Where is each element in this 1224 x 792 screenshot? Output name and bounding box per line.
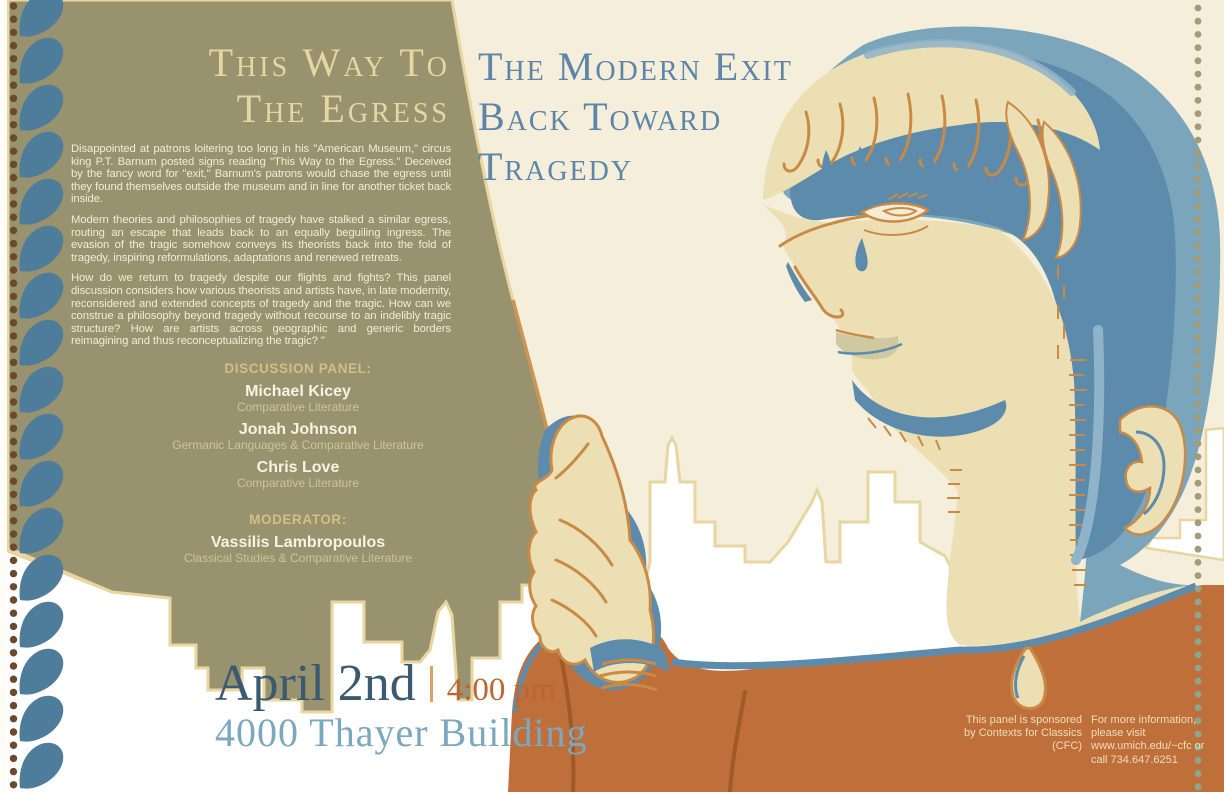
poster-subtitle [478, 42, 898, 192]
event-time: 4:00 pm [446, 672, 556, 708]
contact-line: please visit [1091, 727, 1146, 740]
discussion-panel-heading: DISCUSSION PANEL: [224, 361, 372, 376]
panelist-entry [112, 459, 484, 490]
panelist-name: Jonah Johnson [238, 421, 358, 438]
panelist-affiliation: Comparative Literature [236, 400, 360, 414]
event-details [215, 655, 735, 755]
contact-line: www.umich.edu/~cfc or [1091, 740, 1205, 753]
moderator-affiliation: Classical Studies & Comparative Literature [183, 551, 413, 565]
poster-subtitle-line1: The Modern Exit [478, 44, 793, 89]
event-date-row [215, 655, 735, 712]
panelist-affiliation: Comparative Literature [236, 476, 360, 490]
moderator-entry [112, 534, 484, 565]
panelist-name: Chris Love [256, 459, 340, 476]
panelist-entry [112, 383, 484, 414]
date-time-divider [430, 666, 433, 702]
body-paragraph-3: How do we return to tragedy despite our flights and fights? This panel discussion considers how various theorists and artists have, in late modernity, reconsidered and extended concepts of tragedy and the tragic. How can we construe a philosophy beyond tragedy without recourse to an indelibly tragic structure? How are artists across geographic and generic borders reimagining and thus reconceptualizing the tragic? " [71, 272, 451, 348]
poster-title-line2: The Egress [236, 86, 450, 131]
moderator-name: Vassilis Lambropoulos [210, 534, 386, 551]
discussion-panel-section [112, 361, 484, 565]
moderator-heading: MODERATOR: [249, 512, 347, 527]
sponsor-line: This panel is sponsored [965, 714, 1082, 726]
contact-info [1091, 714, 1223, 767]
panelist-entry [112, 421, 484, 452]
event-date: April 2nd [215, 655, 416, 712]
poster-title [60, 40, 450, 132]
poster-body-copy [71, 143, 451, 356]
panelist-name: Michael Kicey [245, 383, 351, 400]
sponsor-note [938, 714, 1082, 754]
sponsor-line: (CFC) [1052, 740, 1082, 753]
poster-subtitle-line3: Tragedy [478, 144, 634, 189]
sponsor-line: by Contexts for Classics [964, 727, 1082, 740]
poster-subtitle-line2: Back Toward [478, 94, 723, 139]
contact-line: call 734.647.6251 [1091, 753, 1178, 766]
panelist-affiliation: Germanic Languages & Comparative Literature [172, 438, 424, 452]
contact-line: For more information, [1091, 714, 1197, 726]
body-paragraph-1: Disappointed at patrons loitering too long in his "American Museum," circus king P.T. Barnum posted signs reading "This Way to the Egress." Deceived by the fancy word for "exit," Barnum's patrons would chase the egress until they found themselves outside the museum and in line for another ticket back inside. [71, 143, 451, 206]
event-location: 4000 Thayer Building [215, 710, 588, 755]
poster-title-line1: This Way To [208, 40, 450, 85]
left-edge-strip [0, 0, 7, 792]
body-paragraph-2: Modern theories and philosophies of tragedy have stalked a similar egress, routing an escape that leads back to an equally beguiling ingress. The evasion of the tragic somehow conveys its theorists back into the fold of tragedy, inspiring reformulations, adaptations and renewed retreats. [71, 213, 451, 264]
